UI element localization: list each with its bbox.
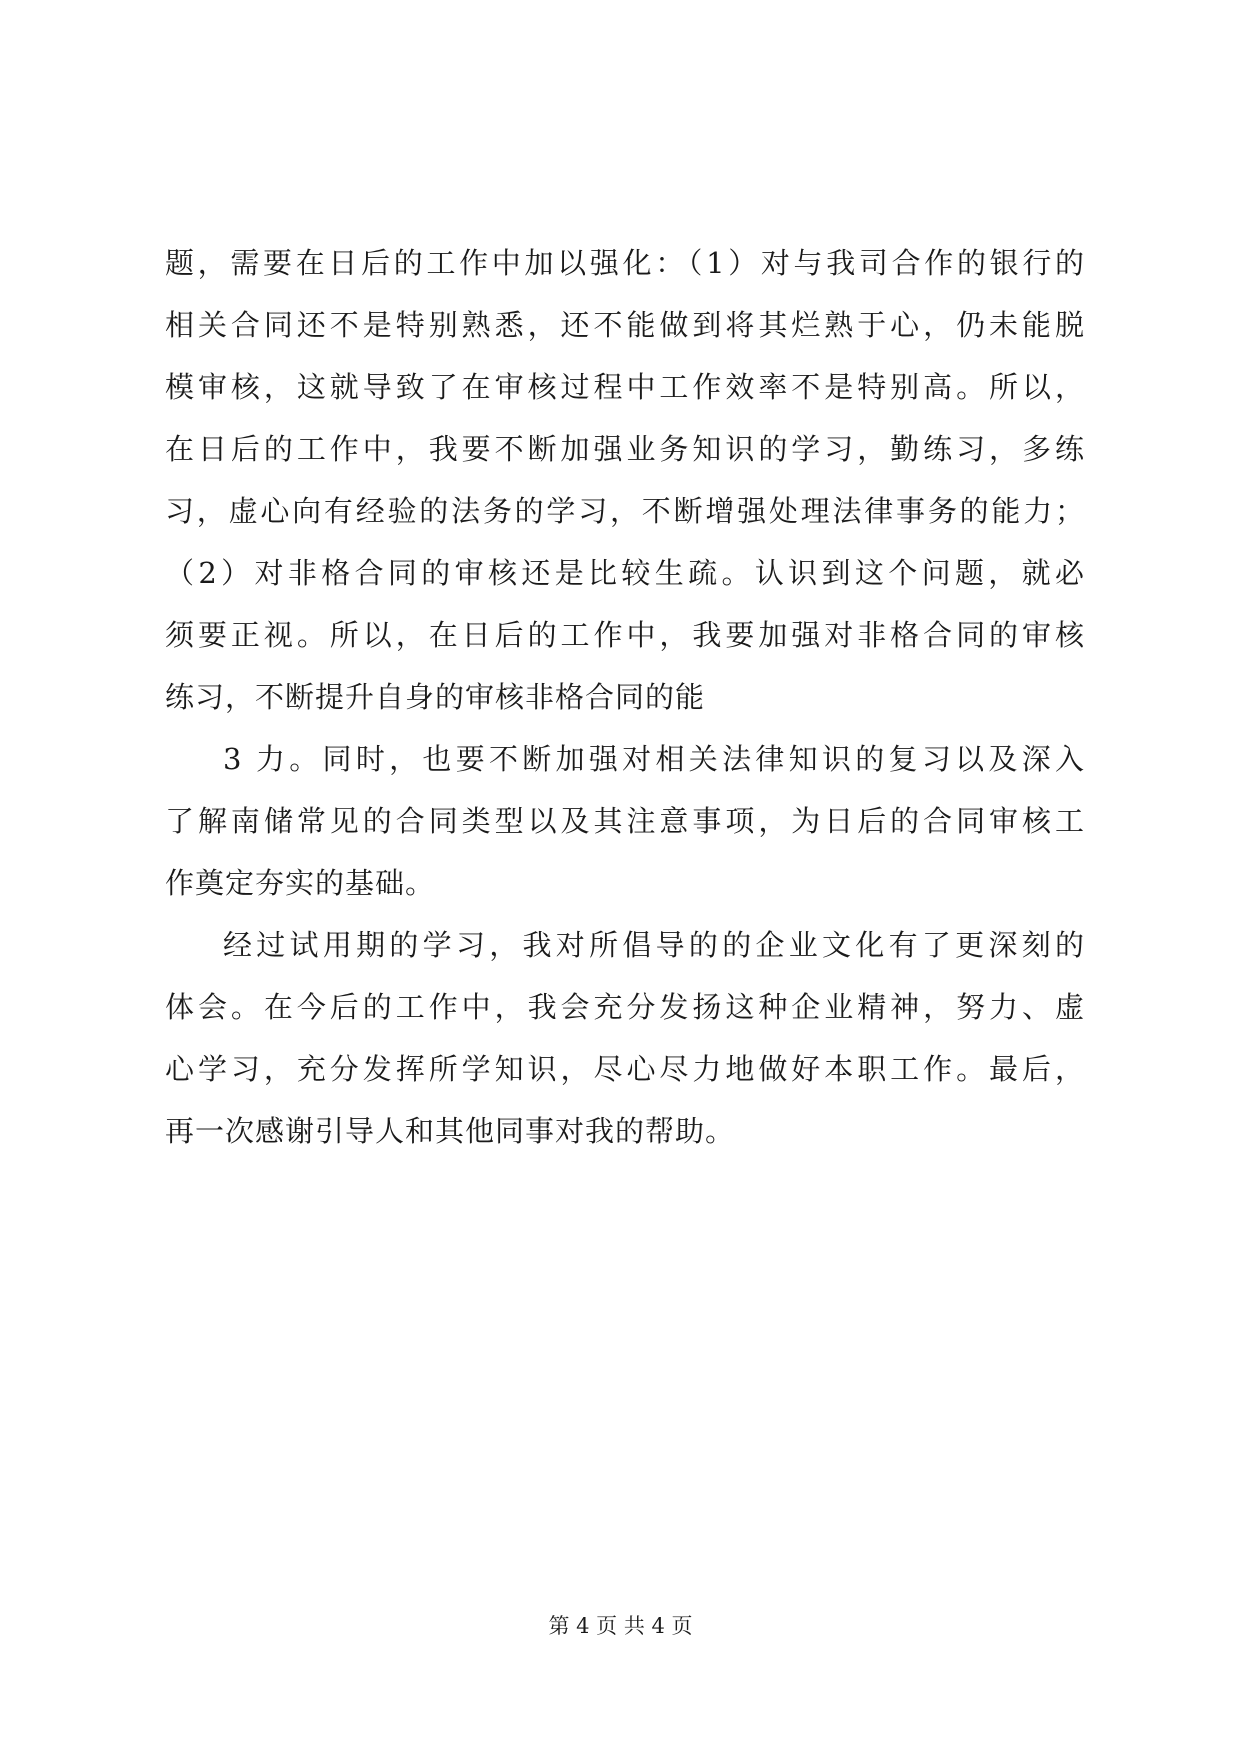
paragraph-2-line-2: 了解南储常见的合同类型以及其注意事项，为日后的合同审核工 [165, 804, 1085, 838]
page-number-footer: 第 4 页 共 4 页 [548, 1614, 693, 1638]
paragraph-3-line-4: 再一次感谢引导人和其他同事对我的帮助。 [165, 1114, 736, 1148]
paragraph-1-line-6: （2）对非格合同的审核还是比较生疏。认识到这个问题，就必 [165, 556, 1085, 590]
paragraph-1-line-5: 习，虚心向有经验的法务的学习，不断增强处理法律事务的能力； [165, 494, 1085, 528]
paragraph-2-line-3: 作奠定夯实的基础。 [165, 866, 436, 900]
paragraph-2-line-1: 3 力。同时，也要不断加强对相关法律知识的复习以及深入 [223, 742, 1085, 776]
paragraph-1-line-8: 练习，不断提升自身的审核非格合同的能 [165, 680, 706, 714]
paragraph-1-line-1: 题，需要在日后的工作中加以强化：（1）对与我司合作的银行的 [165, 246, 1085, 280]
paragraph-1-line-4: 在日后的工作中，我要不断加强业务知识的学习，勤练习，多练 [165, 432, 1085, 466]
paragraph-1-line-2: 相关合同还不是特别熟悉，还不能做到将其烂熟于心，仍未能脱 [165, 308, 1085, 342]
paragraph-3-line-3: 心学习，充分发挥所学知识，尽心尽力地做好本职工作。最后， [165, 1052, 1085, 1086]
paragraph-3-line-1: 经过试用期的学习，我对所倡导的的企业文化有了更深刻的 [223, 928, 1085, 962]
paragraph-3-line-2: 体会。在今后的工作中，我会充分发扬这种企业精神，努力、虚 [165, 990, 1085, 1024]
document-body [165, 232, 1085, 1162]
paragraph-1-line-3: 模审核，这就导致了在审核过程中工作效率不是特别高。所以， [165, 370, 1085, 404]
paragraph-1-line-7: 须要正视。所以，在日后的工作中，我要加强对非格合同的审核 [165, 618, 1085, 652]
